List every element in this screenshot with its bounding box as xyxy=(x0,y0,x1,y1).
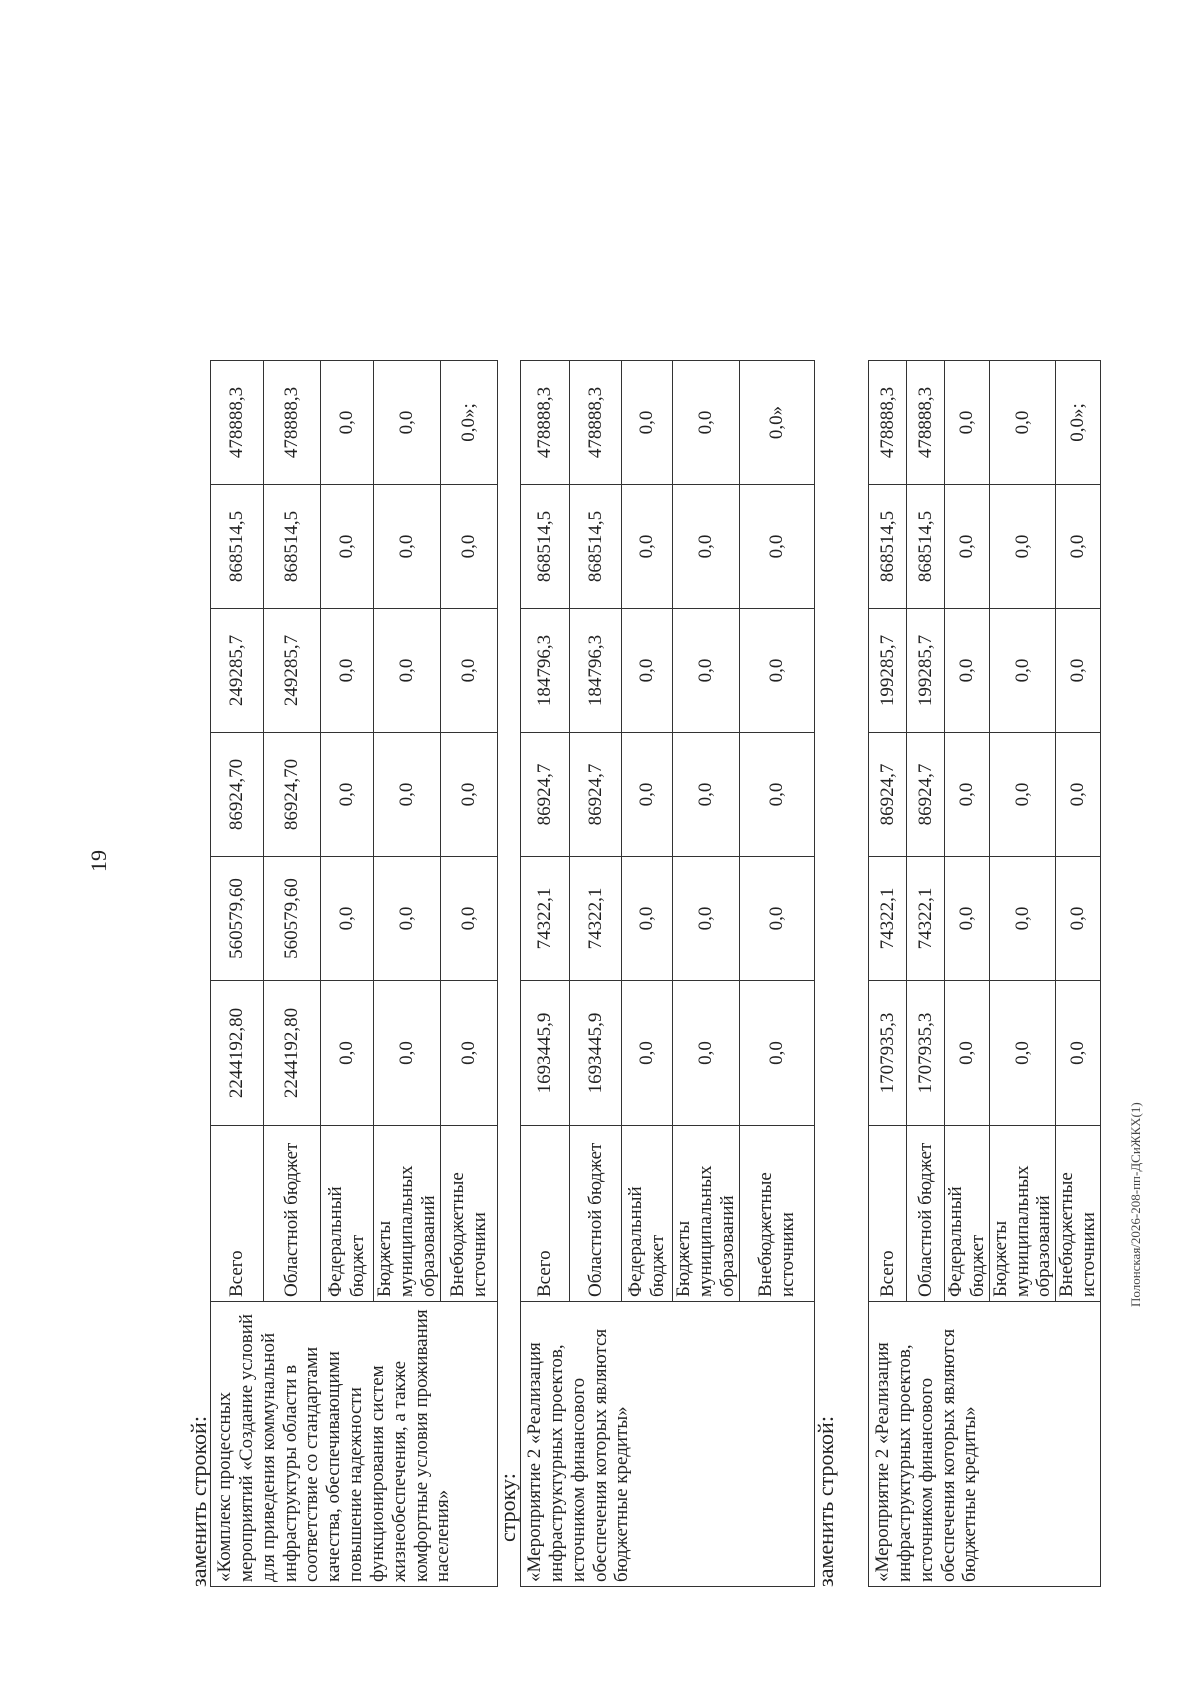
amount-cell: 0,0 xyxy=(739,733,814,857)
amount-cell: 0,0 xyxy=(622,981,673,1126)
budget-table-event2-old xyxy=(520,360,815,1587)
amount-cell: 86924,7 xyxy=(570,733,622,857)
amount-cell: 560579,60 xyxy=(211,857,264,981)
table-body xyxy=(869,361,1101,1587)
budget-table-event2-new xyxy=(868,360,1101,1587)
amount-cell: 478888,3 xyxy=(570,361,622,485)
funding-source-cell: Областной бюджет xyxy=(907,1126,945,1302)
amount-cell: 0,0 xyxy=(622,857,673,981)
funding-source-cell: Внебюджетные источники xyxy=(1056,1126,1101,1302)
amount-cell: 0,0 xyxy=(673,981,740,1126)
amount-cell: 0,0 xyxy=(622,609,673,733)
amount-cell: 0,0 xyxy=(622,361,673,485)
amount-cell: 0,0»; xyxy=(440,361,497,485)
amount-cell: 0,0 xyxy=(945,733,990,857)
amount-cell: 868514,5 xyxy=(211,485,264,609)
amount-cell: 0,0 xyxy=(739,857,814,981)
page-number: 19 xyxy=(86,850,111,872)
amount-cell: 0,0 xyxy=(321,857,374,981)
table-row xyxy=(211,361,264,1587)
amount-cell: 0,0 xyxy=(440,485,497,609)
amount-cell: 0,0 xyxy=(374,733,441,857)
table-body xyxy=(211,361,498,1587)
amount-cell: 0,0 xyxy=(1056,485,1101,609)
amount-cell: 74322,1 xyxy=(907,857,945,981)
amount-cell: 0,0 xyxy=(945,361,990,485)
amount-cell: 184796,3 xyxy=(570,609,622,733)
funding-source-cell: Областной бюджет xyxy=(570,1126,622,1302)
funding-source-cell: Бюджеты муниципальных образований xyxy=(673,1126,740,1302)
amount-cell: 0,0 xyxy=(440,857,497,981)
amount-cell: 0,0 xyxy=(374,857,441,981)
funding-source-cell: Федеральный бюджет xyxy=(622,1126,673,1302)
funding-source-cell: Всего xyxy=(521,1126,570,1302)
amount-cell: 0,0 xyxy=(440,609,497,733)
amount-cell: 868514,5 xyxy=(570,485,622,609)
amount-cell: 478888,3 xyxy=(907,361,945,485)
amount-cell: 184796,3 xyxy=(521,609,570,733)
amount-cell: 478888,3 xyxy=(521,361,570,485)
amount-cell: 1707935,3 xyxy=(869,981,907,1126)
table-row xyxy=(869,361,907,1587)
amount-cell: 86924,7 xyxy=(521,733,570,857)
amount-cell: 0,0»; xyxy=(1056,361,1101,485)
budget-table-process-complex xyxy=(210,360,498,1587)
amount-cell: 0,0 xyxy=(673,361,740,485)
amount-cell: 0,0 xyxy=(673,857,740,981)
amount-cell: 478888,3 xyxy=(264,361,321,485)
activity-name-cell: «Мероприятие 2 «Реализация инфраструктурных проектов, источником финансового обеспечения которых являются бюджетные кредиты» xyxy=(521,1302,815,1587)
amount-cell: 0,0 xyxy=(989,609,1056,733)
amount-cell: 868514,5 xyxy=(869,485,907,609)
funding-source-cell: Областной бюджет xyxy=(264,1126,321,1302)
amount-cell: 0,0 xyxy=(673,485,740,609)
amount-cell: 0,0 xyxy=(945,609,990,733)
amount-cell: 0,0 xyxy=(945,857,990,981)
amount-cell: 0,0 xyxy=(673,609,740,733)
replace-caption: заменить строкой: xyxy=(186,1416,211,1587)
amount-cell: 0,0 xyxy=(1056,857,1101,981)
old-line-caption: строку: xyxy=(495,1473,520,1542)
amount-cell: 0,0 xyxy=(989,361,1056,485)
document-code: Полонская/2026-208-пп-ДСиЖКХ(1) xyxy=(1128,1102,1143,1307)
amount-cell: 868514,5 xyxy=(264,485,321,609)
amount-cell: 0,0 xyxy=(673,733,740,857)
amount-cell: 1707935,3 xyxy=(907,981,945,1126)
amount-cell: 199285,7 xyxy=(869,609,907,733)
amount-cell: 86924,7 xyxy=(907,733,945,857)
funding-source-cell: Всего xyxy=(211,1126,264,1302)
amount-cell: 0,0 xyxy=(321,361,374,485)
activity-name-cell: «Комплекс процессных мероприятий «Создание условий для приведения коммунальной инфраструктуры области в соответствие со стандартами качества, обеспечивающими повышение надежности функционирования систем жизнеобеспечения, а также комфортные условия проживания населения» xyxy=(211,1302,498,1587)
amount-cell: 0,0 xyxy=(1056,733,1101,857)
amount-cell: 0,0 xyxy=(440,733,497,857)
amount-cell: 0,0 xyxy=(622,733,673,857)
activity-name-cell: «Мероприятие 2 «Реализация инфраструктурных проектов, источником финансового обеспечения которых являются бюджетные кредиты» xyxy=(869,1302,1101,1587)
amount-cell: 249285,7 xyxy=(211,609,264,733)
funding-source-cell: Федеральный бюджет xyxy=(945,1126,990,1302)
table-body xyxy=(521,361,815,1587)
table-row xyxy=(521,361,570,1587)
amount-cell: 0,0 xyxy=(321,609,374,733)
amount-cell: 0,0 xyxy=(739,485,814,609)
funding-source-cell: Бюджеты муниципальных образований xyxy=(989,1126,1056,1302)
amount-cell: 0,0 xyxy=(321,485,374,609)
amount-cell: 0,0 xyxy=(374,609,441,733)
amount-cell: 0,0 xyxy=(945,485,990,609)
amount-cell: 1693445,9 xyxy=(570,981,622,1126)
amount-cell: 0,0 xyxy=(1056,981,1101,1126)
amount-cell: 0,0 xyxy=(374,981,441,1126)
amount-cell: 0,0 xyxy=(989,857,1056,981)
amount-cell: 0,0 xyxy=(945,981,990,1126)
amount-cell: 74322,1 xyxy=(521,857,570,981)
replace-caption: заменить строкой: xyxy=(813,1416,838,1587)
amount-cell: 86924,70 xyxy=(264,733,321,857)
funding-source-cell: Внебюджетные источники xyxy=(440,1126,497,1302)
amount-cell: 199285,7 xyxy=(907,609,945,733)
amount-cell: 74322,1 xyxy=(869,857,907,981)
amount-cell: 560579,60 xyxy=(264,857,321,981)
amount-cell: 0,0 xyxy=(374,361,441,485)
funding-source-cell: Бюджеты муниципальных образований xyxy=(374,1126,441,1302)
amount-cell: 478888,3 xyxy=(869,361,907,485)
amount-cell: 0,0 xyxy=(989,485,1056,609)
amount-cell: 86924,7 xyxy=(869,733,907,857)
amount-cell: 74322,1 xyxy=(570,857,622,981)
amount-cell: 0,0 xyxy=(989,733,1056,857)
amount-cell: 2244192,80 xyxy=(264,981,321,1126)
amount-cell: 868514,5 xyxy=(521,485,570,609)
amount-cell: 0,0 xyxy=(739,609,814,733)
funding-source-cell: Федеральный бюджет xyxy=(321,1126,374,1302)
amount-cell: 249285,7 xyxy=(264,609,321,733)
funding-source-cell: Всего xyxy=(869,1126,907,1302)
amount-cell: 868514,5 xyxy=(907,485,945,609)
amount-cell: 0,0 xyxy=(622,485,673,609)
amount-cell: 86924,70 xyxy=(211,733,264,857)
amount-cell: 2244192,80 xyxy=(211,981,264,1126)
funding-source-cell: Внебюджетные источники xyxy=(739,1126,814,1302)
amount-cell: 1693445,9 xyxy=(521,981,570,1126)
amount-cell: 0,0 xyxy=(440,981,497,1126)
amount-cell: 0,0 xyxy=(739,981,814,1126)
amount-cell: 0,0» xyxy=(739,361,814,485)
amount-cell: 0,0 xyxy=(321,733,374,857)
amount-cell: 0,0 xyxy=(374,485,441,609)
amount-cell: 478888,3 xyxy=(211,361,264,485)
amount-cell: 0,0 xyxy=(321,981,374,1126)
amount-cell: 0,0 xyxy=(1056,609,1101,733)
amount-cell: 0,0 xyxy=(989,981,1056,1126)
